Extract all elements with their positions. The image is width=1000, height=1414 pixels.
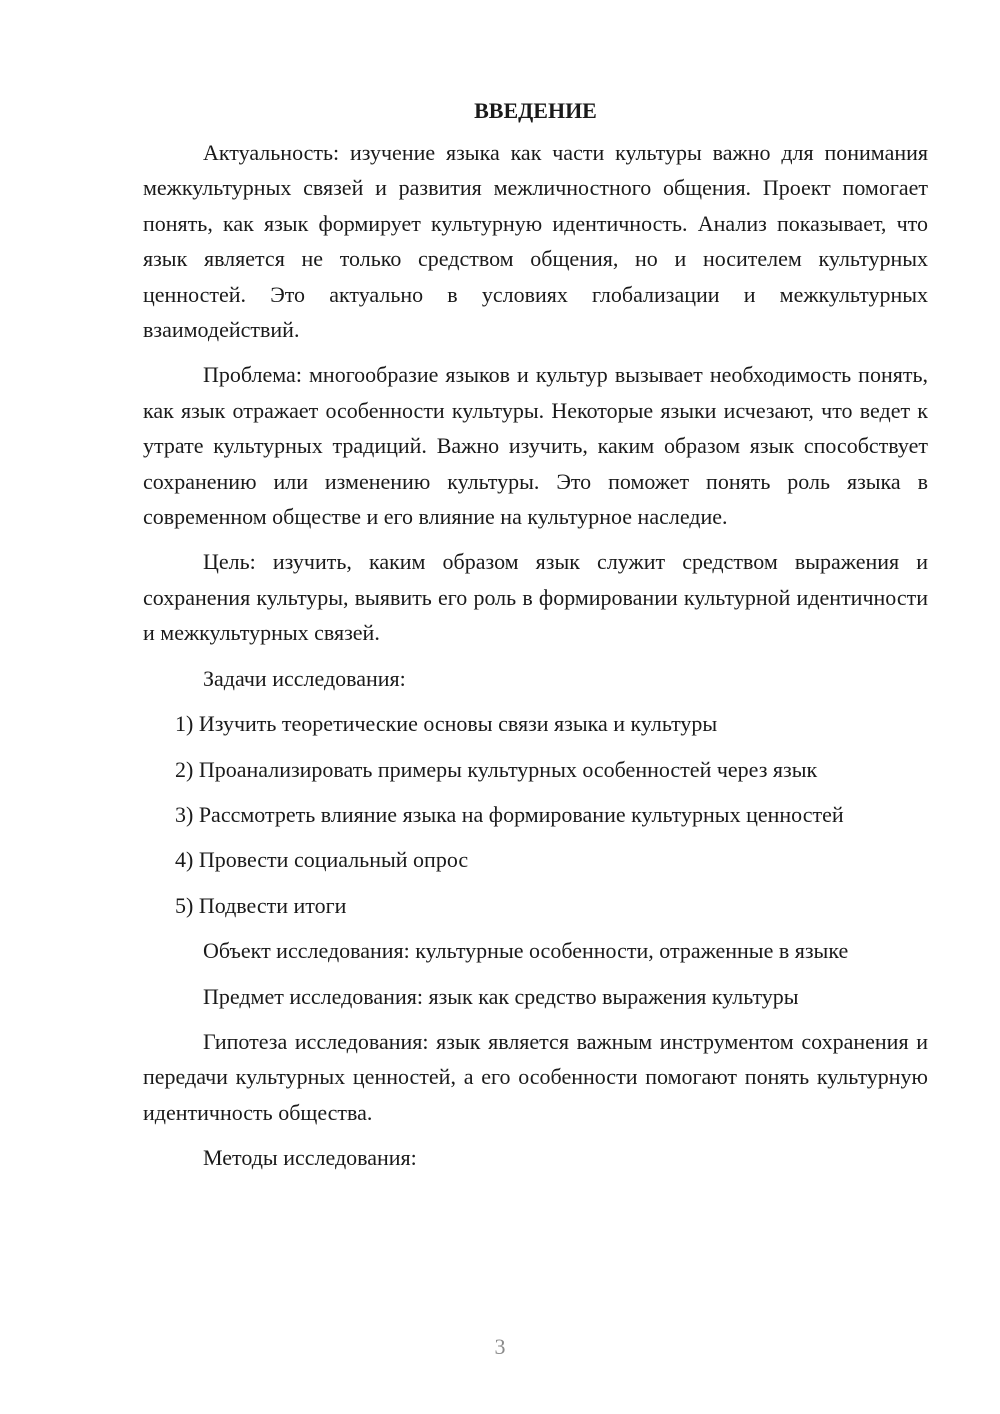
page-number: 3 [494,1334,506,1359]
problem-paragraph: Проблема: многообразие языков и культур вызывает необходимость понять, как язык отражает особенности культуры. Некоторые языки исчезают, что ведет к утрате культурных традиций. Важно изучить, каким образом язык способствует сохранению или изменению культуры. Это поможет понять роль языка в современном обществе и его влияние на культурное наследие. [143,362,928,530]
document-page [143,90,928,1186]
task-item: 5) Подвести итоги [175,892,347,918]
task-item: 3) Рассмотреть влияние языка на формирование культурных ценностей [175,801,844,827]
relevance-paragraph: Актуальность: изучение языка как части культуры важно для понимания межкультурных связей и развития межличностного общения. Проект помогает понять, как язык формирует культурную идентичность. Анализ показывает, что язык является не только средством общения, но и носителем культурных ценностей. Это актуально в условиях глобализации и межкультурных взаимодействий. [143,140,928,343]
goal-paragraph: Цель: изучить, каким образом язык служит средством выражения и сохранения культуры, выявить его роль в формировании культурной идентичности и межкультурных связей. [143,549,928,646]
tasks-heading: Задачи исследования: [203,665,406,691]
task-item: 2) Проанализировать примеры культурных особенностей через язык [175,756,818,782]
object-paragraph: Объект исследования: культурные особенности, отраженные в языке [203,938,849,964]
methods-heading: Методы исследования: [203,1145,417,1171]
task-item: 4) Провести социальный опрос [175,847,469,873]
page-title: ВВЕДЕНИЕ [474,98,597,123]
task-item: 1) Изучить теоретические основы связи языка и культуры [175,711,718,737]
hypothesis-paragraph: Гипотеза исследования: язык является важным инструментом сохранения и передачи культурных ценностей, а его особенности помогают понять культурную идентичность общества. [143,1028,928,1125]
subject-paragraph: Предмет исследования: язык как средство выражения культуры [203,983,799,1009]
